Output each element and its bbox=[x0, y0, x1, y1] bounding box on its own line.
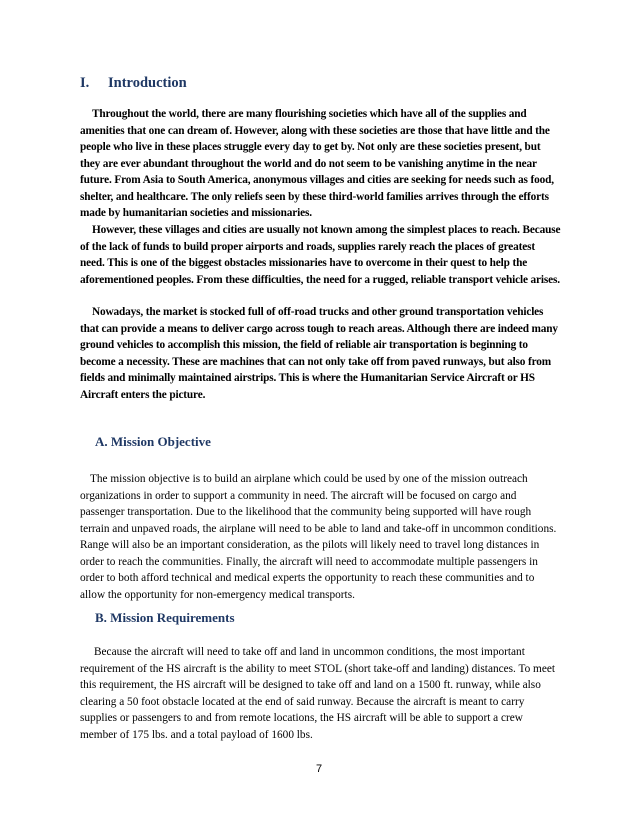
page-number: 7 bbox=[315, 763, 323, 775]
intro-paragraph-3: Nowadays, the market is stocked full of off-road trucks and other ground transportation vehicles that can provide a means to deliver cargo across tough to reach areas. Although there are indeed many ground vehicles to accomplish this mission, the field of reliable air transportation is beginning to become a necessity. These are machines that can not only take off from paved runways, but also from fields and minimally maintained airstrips. This is where the Humanitarian Service Aircraft or HS Aircraft enters the picture. bbox=[80, 306, 558, 401]
mission-objective-paragraph: The mission objective is to build an airplane which could be used by one of the mission outreach organizations in order to support a community in need. The aircraft will be focused on cargo and passenger transportation. Due to the likelihood that the community being supported will have rough terrain and unpaved roads, the airplane will need to be able to land and take-off in uncommon conditions. Range will also be an important consideration, as the pilots will likely need to travel long distances in order to reach the communities. Finally, the aircraft will need to accommodate multiple passengers in order to both afford technical and medical experts the opportunity to reach these communities and to allow the opportunity for non-emergency medical transports. bbox=[80, 473, 557, 601]
subsection-heading-mission-requirements: B. Mission Requirements bbox=[95, 610, 235, 625]
section-heading-introduction bbox=[80, 75, 187, 92]
subsection-heading-mission-objective: A. Mission Objective bbox=[95, 434, 211, 449]
section-number: I. bbox=[80, 75, 90, 91]
intro-paragraph-1: Throughout the world, there are many flourishing societies which have all of the supplies and amenities that one can dream of. However, along with these societies are those that have little and the people who live in these places struggle every day to get by. Not only are these societies present, but they are ever abundant throughout the world and do not seem to be vanishing anytime in the near future. From Asia to South America, anonymous villages and cities are seeking for needs such as food, shelter, and healthcare. The only reliefs seen by these third-world families arrives through the efforts made by humanitarian societies and missionaries. bbox=[80, 108, 554, 219]
intro-paragraph-2: However, these villages and cities are usually not known among the simplest places to reach. Because of the lack of funds to build proper airports and roads, supplies rarely reach the places of greatest need. This is one of the biggest obstacles missionaries have to overcome in their quest to help the aforementioned peoples. From these difficulties, the need for a rugged, reliable transport vehicle arises. bbox=[80, 224, 561, 286]
mission-requirements-paragraph: Because the aircraft will need to take off and land in uncommon conditions, the most important requirement of the HS aircraft is the ability to meet STOL (short take-off and landing) distances. To meet this requirement, the HS aircraft will be designed to take off and land on a 1500 ft. runway, while also clearing a 50 foot obstacle located at the end of said runway. Because the aircraft is meant to carry supplies or passengers to and from remote locations, the HS aircraft will be able to support a crew member of 175 lbs. and a total payload of 1600 lbs. bbox=[80, 646, 556, 741]
section-title: Introduction bbox=[108, 75, 187, 91]
